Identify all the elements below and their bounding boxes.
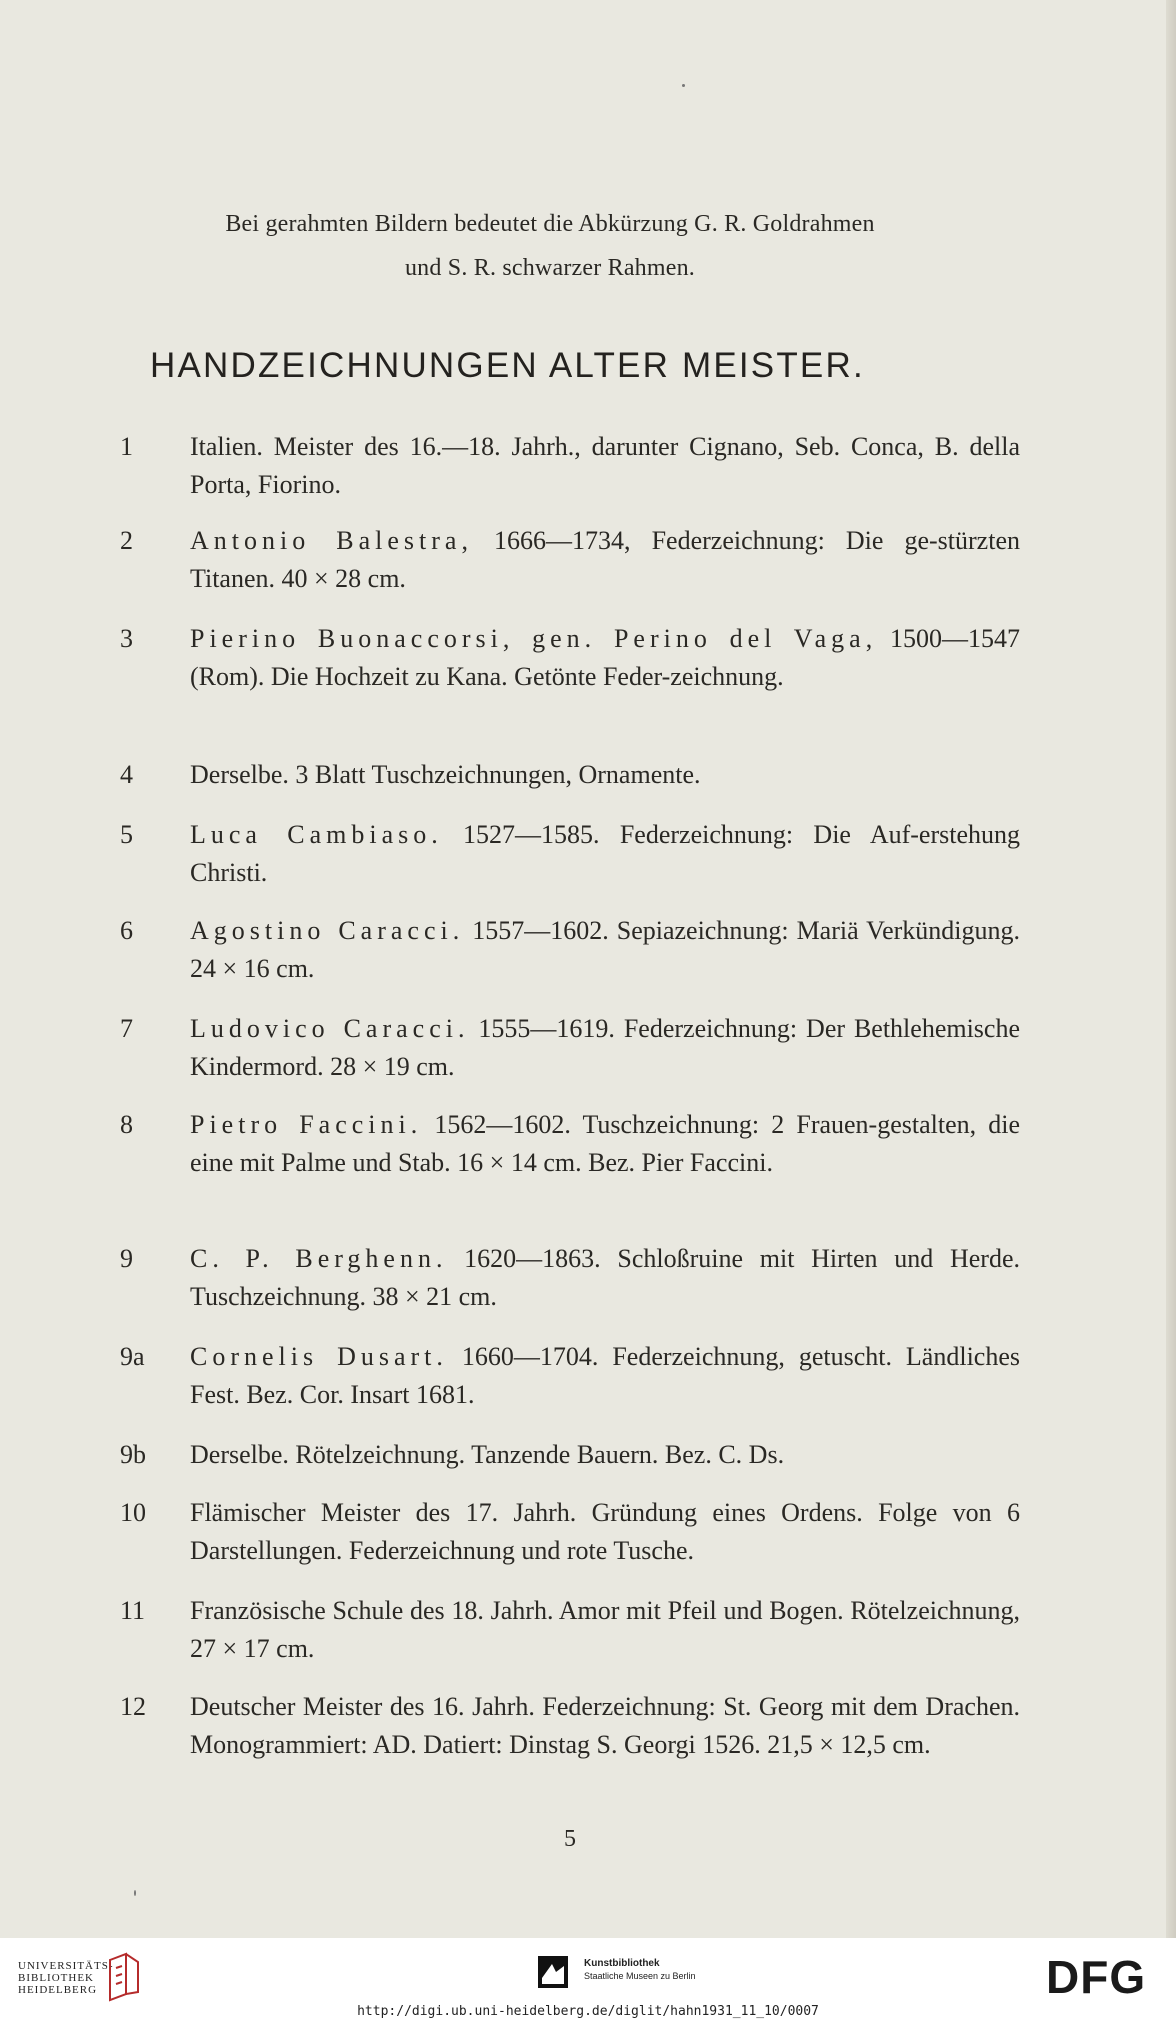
entry-number: 10 [120,1498,146,1527]
entry-number: 2 [120,526,133,555]
section-heading: HANDZEICHNUNGEN ALTER MEISTER. [150,346,865,385]
entry-artist: C. P. Berghenn. [190,1244,448,1273]
scan-speck [134,1890,136,1896]
entry-artist: Luca Cambiaso. [190,820,443,849]
entry-text [190,1494,1020,1569]
kb-subtitle: Staatliche Museen zu Berlin [584,1971,696,1981]
entry-artist: Ludovico Caracci. [190,1014,470,1043]
entry-description: Flämischer Meister des 17. Jahrh. Gründung eines Ordens. Folge von 6 Darstellungen. Federzeichnung und rote Tusche. [190,1498,1020,1565]
kb-name: Kunstbibliothek [584,1958,660,1969]
dfg-logo[interactable]: DFG [1046,1951,1147,2003]
entry-text [190,1592,1020,1667]
entry-text [190,1106,1020,1181]
kunstbibliothek-logo-icon[interactable] [538,1956,568,1988]
entry-description: 1562—1602. Tuschzeichnung: 2 Frauen-gestalten, die eine mit Palme und Stab. 16 × 14 cm. Bez. Pier Faccini. [190,1110,1020,1177]
entry-number: 1 [120,432,133,461]
entry-artist: Antonio Balestra, [190,526,473,555]
ub-line-2: BIBLIOTHEK [18,1972,94,1984]
kunstbibliothek-label [584,1957,696,1982]
entry-text [190,428,1020,503]
entry-text [190,912,1020,987]
entry-number: 3 [120,624,133,653]
entry-description: 1500—1547 (Rom). Die Hochzeit zu Kana. Getönte Feder-zeichnung. [190,624,1020,691]
intro-line-1: Bei gerahmten Bildern bedeutet die Abkürzung G. R. Goldrahmen [225,211,875,237]
entry-description: Derselbe. 3 Blatt Tuschzeichnungen, Ornamente. [190,760,701,789]
entry-number: 9 [120,1244,133,1273]
entry-number: 11 [120,1596,146,1625]
ub-line-3: HEIDELBERG [18,1984,98,1996]
entry-description: Derselbe. Rötelzeichnung. Tanzende Bauern. Bez. C. Ds. [190,1440,785,1469]
university-library-label [18,1960,114,1996]
permalink-url[interactable]: http://digi.ub.uni-heidelberg.de/diglit/hahn1931_11_10/0007 [357,2004,819,2019]
entry-description: 1666—1734, Federzeichnung: Die ge-stürzten Titanen. 40 × 28 cm. [190,526,1020,593]
entry-artist: Agostino Caracci. [190,916,465,945]
entry-artist: Cornelis Dusart. [190,1342,448,1371]
heidelberg-logo-icon[interactable] [106,1952,142,2002]
entry-text [190,620,1020,695]
entry-text [190,816,1020,891]
entry-description: Französische Schule des 18. Jahrh. Amor mit Pfeil und Bogen. Rötelzeichnung, 27 × 17 cm. [190,1596,1020,1663]
entry-number: 8 [120,1110,133,1139]
page-number: 5 [564,1826,576,1852]
entry-number: 5 [120,820,133,849]
entry-number: 12 [120,1692,146,1721]
entry-description: Deutscher Meister des 16. Jahrh. Federzeichnung: St. Georg mit dem Drachen. Monogrammiert: AD. Datiert: Dinstag S. Georgi 1526. 21,5 × 12,5 cm. [190,1692,1020,1759]
entry-text [190,1338,1020,1413]
entry-description: 1557—1602. Sepiazeichnung: Mariä Verkündigung. 24 × 16 cm. [190,916,1020,983]
entry-artist: Pietro Faccini. [190,1110,423,1139]
intro-note [150,202,950,290]
entry-text [190,1010,1020,1085]
entry-artist: Pierino Buonaccorsi, gen. Perino del Vaga, [190,624,878,653]
intro-line-2: und S. R. schwarzer Rahmen. [404,255,695,281]
entry-description: 1555—1619. Federzeichnung: Der Bethlehemische Kindermord. 28 × 19 cm. [190,1014,1021,1081]
entry-number: 9b [120,1440,146,1469]
entry-text [190,1688,1020,1763]
ub-line-1: UNIVERSITÄTS- [18,1960,114,1972]
entry-description: 1527—1585. Federzeichnung: Die Auf-erstehung Christi. [190,820,1020,887]
scan-speck [682,84,685,87]
entry-description: Italien. Meister des 16.—18. Jahrh., darunter Cignano, Seb. Conca, B. della Porta, Fiorino. [190,432,1020,499]
entry-description: 1660—1704. Federzeichnung, getuscht. Ländliches Fest. Bez. Cor. Insart 1681. [190,1342,1020,1409]
entry-number: 4 [120,760,133,789]
entry-text [190,522,1020,597]
entry-number: 7 [120,1014,133,1043]
entry-text [190,1436,1020,1474]
entry-text [190,756,1020,794]
entry-number: 6 [120,916,133,945]
entry-description: 1620—1863. Schloßruine mit Hirten und Herde. Tuschzeichnung. 38 × 21 cm. [190,1244,1020,1311]
entry-text [190,1240,1020,1315]
entry-number: 9a [120,1342,145,1371]
